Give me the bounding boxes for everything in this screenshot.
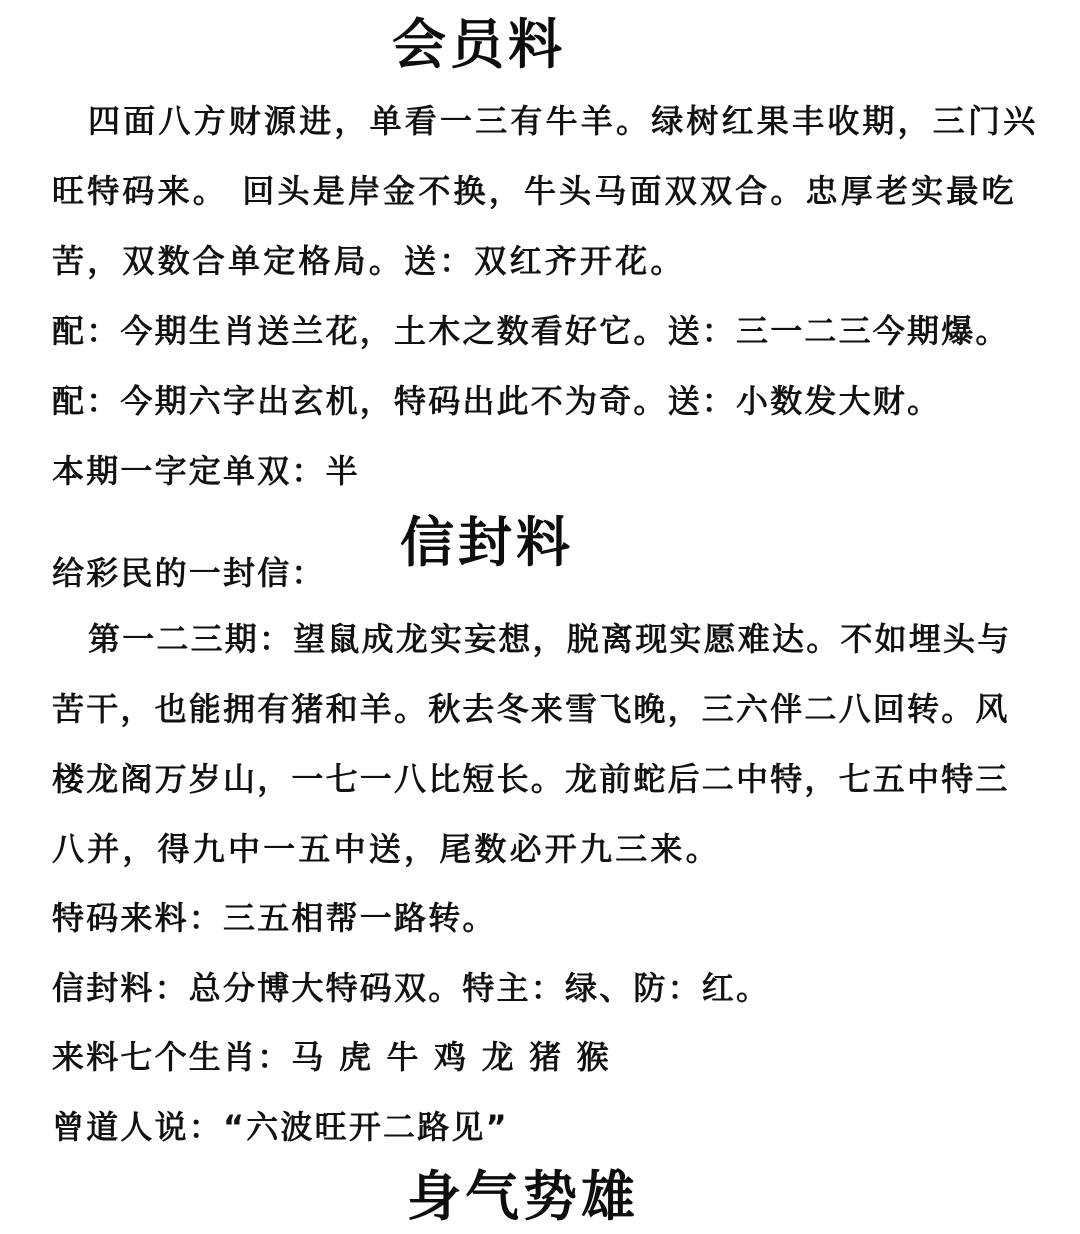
section-title-envelope: 信封料 (400, 510, 574, 574)
text-line: 第一二三期：望鼠成龙实妄想，脱离现实愿难达。不如埋头与 (88, 620, 1012, 658)
text-line: 来料七个生肖：马 虎 牛 鸡 龙 猪 猴 (52, 1038, 611, 1076)
text-line: 楼龙阁万岁山，一七一八比短长。龙前蛇后二中特，七五中特三 (52, 760, 1010, 798)
text-line: 本期一字定单双：半 (52, 452, 360, 490)
section-title-momentum: 身气势雄 (407, 1164, 639, 1228)
text-line: 旺特码来。 回头是岸金不换，牛头马面双双合。忠厚老实最吃 (52, 172, 1017, 210)
text-line: 配：今期六字出玄机，特码出此不为奇。送：小数发大财。 (52, 382, 942, 420)
section-title-member: 会员料 (392, 12, 566, 76)
text-line: 四面八方财源进，单看一三有牛羊。绿树红果丰收期，三门兴 (88, 102, 1039, 140)
text-line: 配：今期生肖送兰花，土木之数看好它。送：三一二三今期爆。 (52, 312, 1010, 350)
text-line: 信封料：总分博大特码双。特主：绿、防：红。 (52, 969, 771, 1007)
text-line: 苦，双数合单定格局。送：双红齐开花。 (52, 242, 686, 280)
text-line: 特码来料：三五相帮一路转。 (52, 899, 497, 937)
text-line: 曾道人说：“六波旺开二路见” (52, 1108, 509, 1146)
text-line: 八并，得九中一五中送，尾数必开九三来。 (52, 830, 721, 868)
text-line: 苦干，也能拥有猪和羊。秋去冬来雪飞晚，三六伴二八回转。风 (52, 690, 1010, 728)
text-line: 给彩民的一封信： (52, 554, 326, 592)
